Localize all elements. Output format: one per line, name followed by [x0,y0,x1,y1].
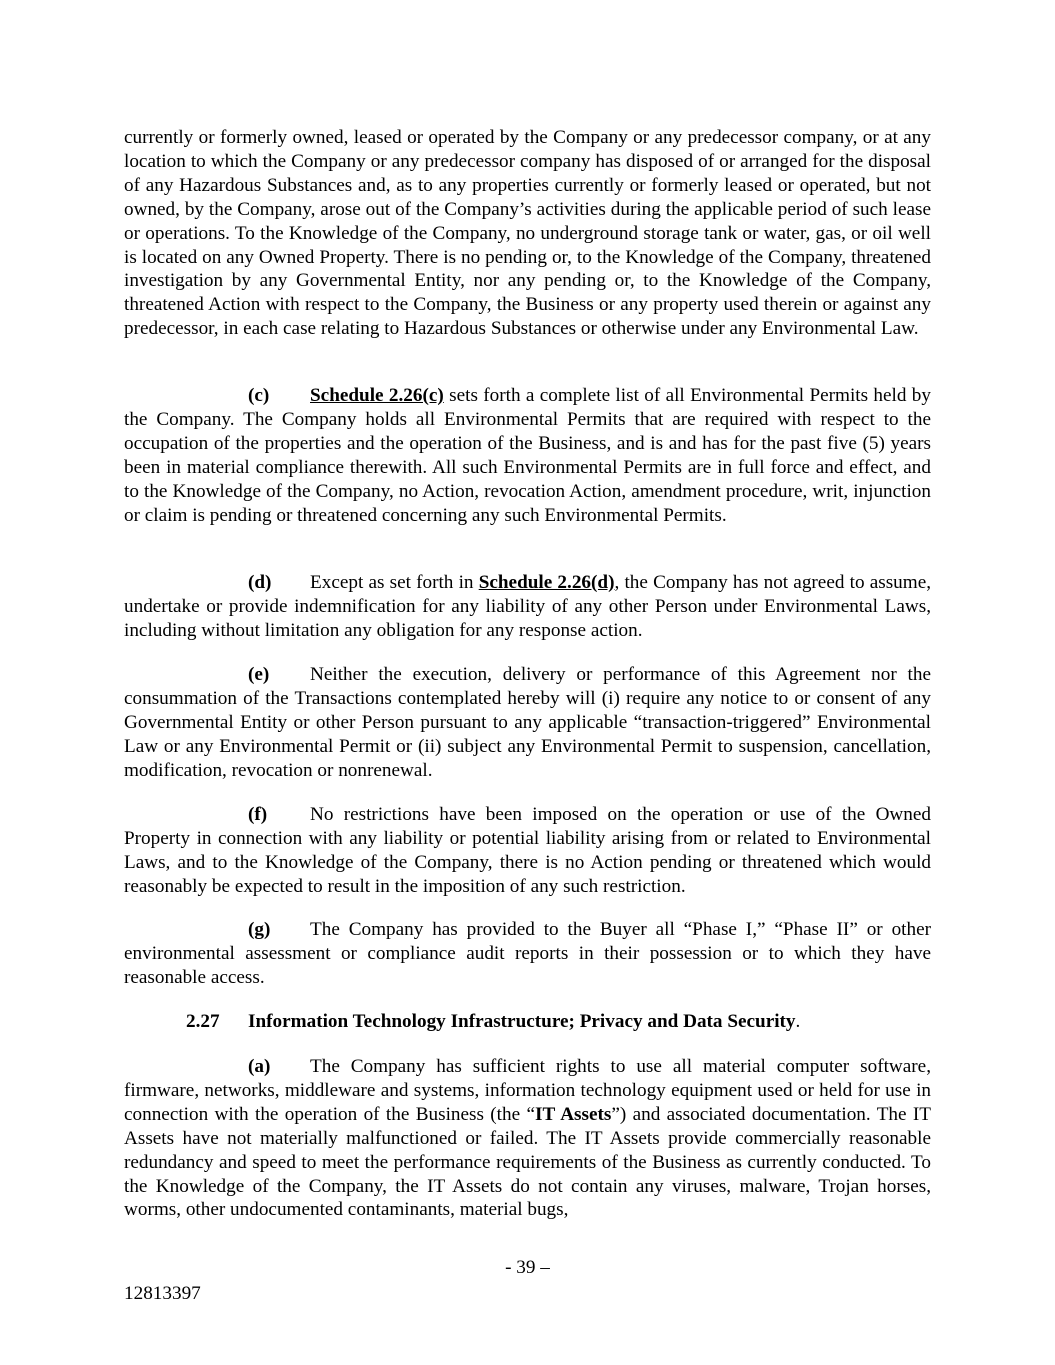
schedule-reference: Schedule 2.26(d) [478,572,615,593]
paragraph-d [124,571,931,643]
paragraph-e [124,663,931,783]
paragraph-label: (e) [248,664,270,685]
paragraph-f [124,803,931,899]
paragraph-label: (d) [248,572,272,593]
paragraph-text: sets forth a complete list of all Environmental Permits held by the Company. The Company holds all Environmental Permits that are required with respect to the occupation of the properties and the operation of the Business, and is and has for the past five (5) years been in material compliance therewith. All such Environmental Permits are in full force and effect, and to the Knowledge of the Company, no Action, revocation Action, amendment procedure, writ, injunction or claim is pending or threatened concerning any such Environmental Permits. [124,385,931,526]
section-title: Information Technology Infrastructure; Privacy and Data Security [248,1011,796,1032]
paragraph-text: The Company has sufficient rights to use all material computer software, firmware, networks, middleware and systems, information technology equipment used or held for use in connection with the operation of the Business (the “ [124,1056,931,1125]
defined-term: IT Assets [534,1103,612,1125]
paragraph-text: , the Company has not agreed to assume, undertake or provide indemnification for any liability of any other Person under Environmental Laws, including without limitation any obligation for any response action. [124,572,932,641]
page-number: - 39 – [505,1257,550,1278]
paragraph-text: Neither the execution, delivery or performance of this Agreement nor the consummation of the Transactions contemplated hereby will (i) require any notice to or consent of any Governmental Entity or other Person pursuant to any applicable “transaction-triggered” Environmental Law or any Environmental Permit or (ii) subject any Environmental Permit to suspension, cancellation, modification, revocation or nonrenewal. [124,664,931,781]
schedule-reference: Schedule 2.26(c) [310,385,444,406]
paragraph-continued [124,126,931,341]
paragraph-text: currently or formerly owned, leased or operated by the Company or any predecessor company, or at any location to which the Company or any predecessor company has disposed of or arranged for the disposal of any Hazardous Substances and, as to any properties currently or formerly leased or operated, but not owned, by the Company, arose out of the Company’s activities during the applicable period of such lease or operations. To the Knowledge of the Company, no underground storage tank or water, gas, or oil well is located on any Owned Property. There is no pending or, to the Knowledge of the Company, threatened investigation by any Governmental Entity, nor any pending or, to the Knowledge of the Company, threatened Action with respect to the Company, the Business or any property used therein or against any predecessor, in each case relating to Hazardous Substances or otherwise under any Environmental Law. [124,127,931,340]
paragraph-a [124,1055,931,1222]
paragraph-label: (f) [248,804,268,825]
paragraph-label: (g) [248,919,271,940]
paragraph-text: The Company has provided to the Buyer all “Phase I,” “Phase II” or other environmental assessment or compliance audit reports in their possession or to which they have reasonable access. [124,919,931,988]
paragraph-text: No restrictions have been imposed on the operation or use of the Owned Property in connection with any liability or potential liability arising from or related to Environmental Laws, and to the Knowledge of the Company, there is no Action pending or threatened which would reasonably be expected to result in the imposition of any such restriction. [124,804,931,897]
paragraph-label: (c) [248,385,270,406]
paragraph-label: (a) [248,1056,271,1077]
paragraph-c [124,384,931,527]
paragraph-text: Except as set forth in [310,572,479,593]
paragraph-text: ”) and associated documentation. The IT Assets have not materially malfunctioned or failed. The IT Assets provide commercially reasonable redundancy and speed to meet the performance requirements of the Business as currently conducted. To the Knowledge of the Company, the IT Assets do not contain any viruses, malware, Trojan horses, worms, other undocumented contaminants, material bugs, [124,1103,931,1221]
section-title-period: . [795,1011,801,1032]
section-heading [186,1010,800,1034]
paragraph-g [124,918,931,990]
section-number: 2.27 [186,1011,220,1032]
document-id: 12813397 [124,1283,201,1304]
